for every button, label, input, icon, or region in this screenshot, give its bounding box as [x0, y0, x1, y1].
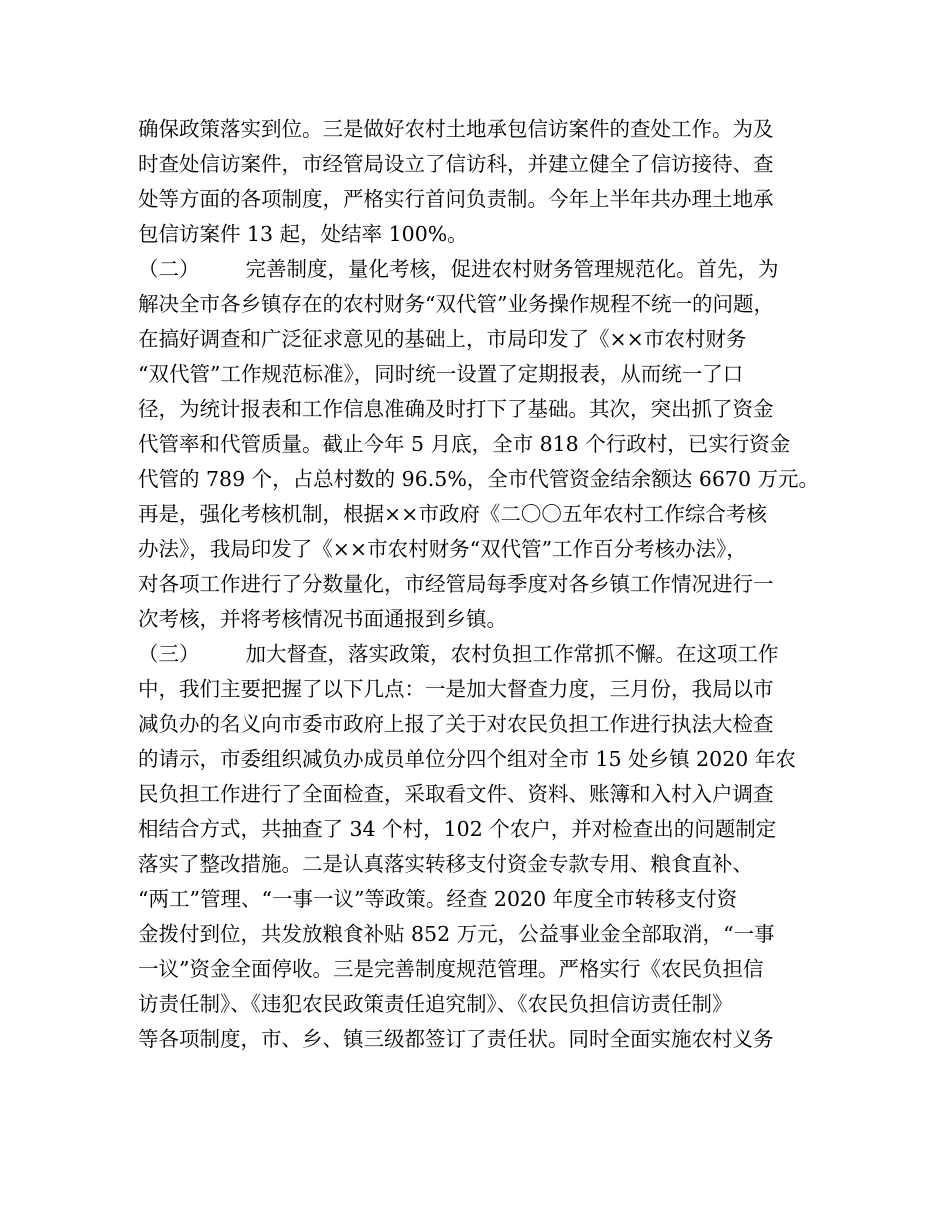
line-text: 等各项制度，市、乡、镇三级都签订了责任状。同时全面实施农村义务 — [138, 1027, 774, 1051]
text-line — [138, 917, 828, 952]
line-text: 包信访案件 13 起，处结率 100%。 — [138, 222, 468, 246]
line-text: 减负办的名义向市委市政府上报了关于对农民负担工作进行执法大检查 — [138, 712, 774, 736]
text-line — [138, 777, 828, 812]
section-marker: （二） — [138, 257, 200, 281]
line-text: 落实了整改措施。二是认真落实转移支付资金专款专用、粮食直补、 — [138, 852, 753, 876]
body-text — [138, 112, 828, 1057]
line-text: 处等方面的各项制度，严格实行首问负责制。今年上半年共办理土地承 — [138, 187, 774, 211]
text-line — [138, 392, 828, 427]
line-text: 在搞好调查和广泛征求意见的基础上，市局印发了《××市农村财务 — [138, 327, 747, 351]
line-text: 相结合方式，共抽查了 34 个村，102 个农户，并对检查出的问题制定 — [138, 817, 777, 841]
text-line — [138, 427, 828, 462]
text-line — [138, 287, 828, 322]
line-text: 确保政策落实到位。三是做好农村土地承包信访案件的查处工作。为及 — [138, 117, 774, 141]
line-text: 访责任制》、《违犯农民政策责任追究制》、《农民负担信访责任制》 — [138, 992, 733, 1016]
text-line — [138, 497, 828, 532]
line-text: 办法》，我局印发了《××市农村财务“双代管”工作百分考核办法》， — [138, 537, 747, 561]
text-line — [138, 952, 828, 987]
line-text: 次考核，并将考核情况书面通报到乡镇。 — [138, 607, 507, 631]
text-line — [138, 322, 828, 357]
line-text: 再是，强化考核机制，根据××市政府《二〇〇五年农村工作综合考核 — [138, 502, 767, 526]
line-text: 径，为统计报表和工作信息准确及时打下了基础。其次，突出抓了资金 — [138, 397, 774, 421]
text-line — [138, 567, 828, 602]
text-line — [138, 532, 828, 567]
text-line — [138, 742, 828, 777]
text-line — [138, 217, 828, 252]
text-line — [138, 672, 828, 707]
text-line — [138, 847, 828, 882]
line-text: 时查处信访案件，市经管局设立了信访科，并建立健全了信访接待、查 — [138, 152, 774, 176]
line-text: 加大督查，落实政策，农村负担工作常抓不懈。在这项工作 — [245, 642, 779, 666]
line-text: “两工”管理、“一事一议”等政策。经查 2020 年度全市转移支付资 — [138, 887, 738, 911]
line-text: 代管率和代管质量。截止今年 5 月底，全市 818 个行政村，已实行资金 — [138, 432, 791, 456]
line-text: 一议”资金全面停收。三是完善制度规范管理。严格实行《农民负担信 — [138, 957, 764, 981]
line-text: 完善制度，量化考核，促进农村财务管理规范化。首先，为 — [245, 257, 779, 281]
line-text: 民负担工作进行了全面检查，采取看文件、资料、账簿和入村入户调查 — [138, 782, 774, 806]
line-text: 的请示，市委组织减负办成员单位分四个组对全市 15 处乡镇 2020 年农 — [138, 747, 796, 771]
line-text: “双代管”工作规范标准》，同时统一设置了定期报表，从而统一了口 — [138, 362, 744, 386]
text-line — [138, 182, 828, 217]
text-line — [138, 812, 828, 847]
section-marker: （三） — [138, 642, 200, 666]
line-text: 对各项工作进行了分数量化，市经管局每季度对各乡镇工作情况进行一 — [138, 572, 774, 596]
line-text: 解决全市各乡镇存在的农村财务“双代管”业务操作规程不统一的问题， — [138, 292, 774, 316]
line-text: 代管的 789 个，占总村数的 96.5%，全市代管资金结余额达 6670 万元。 — [138, 467, 820, 491]
text-line — [138, 602, 828, 637]
text-line — [138, 357, 828, 392]
text-line — [138, 462, 828, 497]
text-line — [138, 147, 828, 182]
section-heading-line — [138, 637, 828, 672]
section-heading-line — [138, 252, 828, 287]
line-text: 金拨付到位，共发放粮食补贴 852 万元，公益事业金全部取消，“一事 — [138, 922, 775, 946]
text-line — [138, 987, 828, 1022]
text-line — [138, 112, 828, 147]
line-text: 中，我们主要把握了以下几点：一是加大督查力度，三月份，我局以市 — [138, 677, 774, 701]
text-line — [138, 707, 828, 742]
text-line — [138, 882, 828, 917]
text-line — [138, 1022, 828, 1057]
